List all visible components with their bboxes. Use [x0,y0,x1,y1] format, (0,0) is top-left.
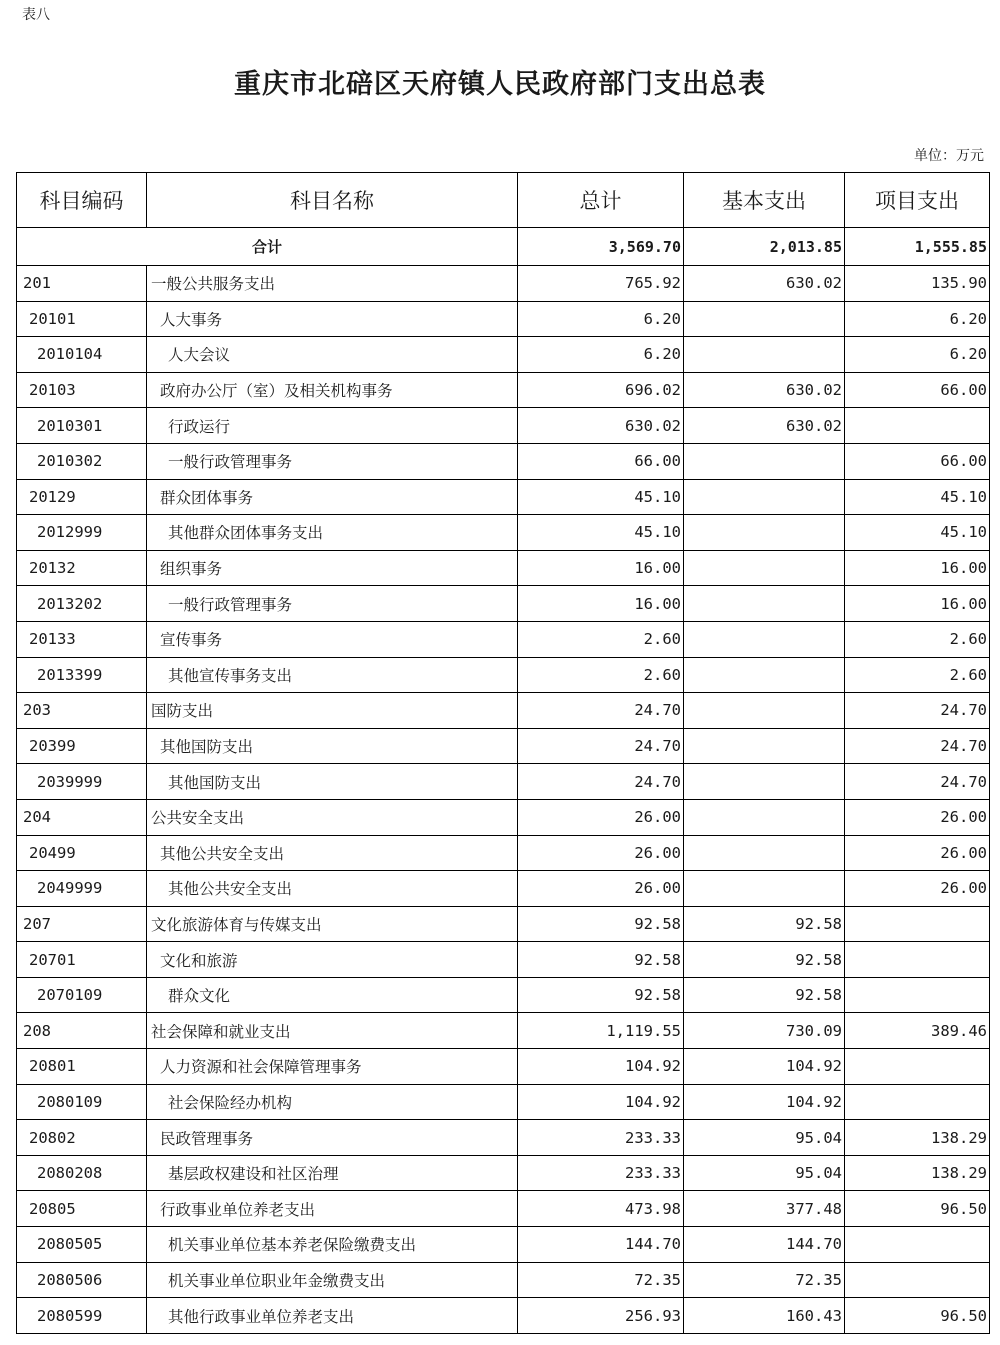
row-code: 20801 [17,1049,147,1085]
table-row [17,1084,990,1120]
row-total: 26.00 [518,835,684,871]
row-name: 人力资源和社会保障管理事务 [147,1049,518,1085]
row-project: 24.70 [845,764,990,800]
table-row [17,1227,990,1263]
row-project: 26.00 [845,871,990,907]
row-name: 文化和旅游 [147,942,518,978]
row-name: 公共安全支出 [147,799,518,835]
table-row [17,479,990,515]
row-project: 16.00 [845,586,990,622]
row-basic: 630.02 [684,408,845,444]
table-row [17,621,990,657]
row-name: 其他国防支出 [147,764,518,800]
row-name: 机关事业单位职业年金缴费支出 [147,1262,518,1298]
row-total: 26.00 [518,799,684,835]
row-name: 国防支出 [147,693,518,729]
header-basic: 基本支出 [684,173,845,228]
row-name: 其他国防支出 [147,728,518,764]
row-name: 行政事业单位养老支出 [147,1191,518,1227]
row-code: 2080506 [17,1262,147,1298]
table-row [17,586,990,622]
table-row [17,1155,990,1191]
row-project: 66.00 [845,372,990,408]
row-basic [684,835,845,871]
row-basic: 144.70 [684,1227,845,1263]
row-basic: 72.35 [684,1262,845,1298]
row-name: 基层政权建设和社区治理 [147,1155,518,1191]
total-basic: 2,013.85 [684,228,845,266]
row-project: 45.10 [845,479,990,515]
row-project: 24.70 [845,728,990,764]
table-row [17,693,990,729]
table-row [17,443,990,479]
row-project: 6.20 [845,337,990,373]
row-code: 20133 [17,621,147,657]
row-code: 20399 [17,728,147,764]
row-total: 24.70 [518,728,684,764]
row-total: 92.58 [518,942,684,978]
row-name: 人大事务 [147,301,518,337]
row-code: 2013399 [17,657,147,693]
row-project [845,1049,990,1085]
row-project [845,1262,990,1298]
row-total: 24.70 [518,693,684,729]
row-basic: 92.58 [684,977,845,1013]
row-code: 2010301 [17,408,147,444]
row-code: 2010104 [17,337,147,373]
row-name: 一般公共服务支出 [147,266,518,302]
table-row [17,1120,990,1156]
row-name: 其他行政事业单位养老支出 [147,1298,518,1334]
row-total: 72.35 [518,1262,684,1298]
row-total: 473.98 [518,1191,684,1227]
row-total: 66.00 [518,443,684,479]
row-basic [684,550,845,586]
row-basic: 92.58 [684,942,845,978]
row-code: 2049999 [17,871,147,907]
expenditure-table [16,172,990,1334]
row-project [845,408,990,444]
table-row [17,728,990,764]
row-total: 16.00 [518,586,684,622]
row-basic: 95.04 [684,1155,845,1191]
row-total: 26.00 [518,871,684,907]
table-row [17,871,990,907]
row-basic [684,515,845,551]
total-row [17,228,990,266]
table-row [17,1013,990,1049]
row-code: 201 [17,266,147,302]
row-code: 20802 [17,1120,147,1156]
row-project: 96.50 [845,1298,990,1334]
table-row [17,906,990,942]
row-total: 92.58 [518,977,684,1013]
row-name: 行政运行 [147,408,518,444]
row-project [845,906,990,942]
row-name: 机关事业单位基本养老保险缴费支出 [147,1227,518,1263]
table-row [17,266,990,302]
table-row [17,1262,990,1298]
header-total: 总计 [518,173,684,228]
row-basic: 730.09 [684,1013,845,1049]
row-name: 组织事务 [147,550,518,586]
row-name: 其他群众团体事务支出 [147,515,518,551]
page-title: 重庆市北碚区天府镇人民政府部门支出总表 [234,69,766,100]
row-total: 630.02 [518,408,684,444]
row-basic [684,337,845,373]
row-basic [684,693,845,729]
row-basic: 630.02 [684,266,845,302]
row-code: 20129 [17,479,147,515]
row-code: 20701 [17,942,147,978]
table-row [17,764,990,800]
table-row [17,1191,990,1227]
row-basic: 92.58 [684,906,845,942]
row-total: 765.92 [518,266,684,302]
row-project: 26.00 [845,799,990,835]
row-project: 24.70 [845,693,990,729]
row-total: 6.20 [518,301,684,337]
row-code: 207 [17,906,147,942]
table-row [17,372,990,408]
row-basic [684,871,845,907]
row-basic [684,586,845,622]
row-name: 社会保障和就业支出 [147,1013,518,1049]
row-code: 20101 [17,301,147,337]
table-row [17,799,990,835]
row-code: 208 [17,1013,147,1049]
row-total: 233.33 [518,1120,684,1156]
row-basic: 95.04 [684,1120,845,1156]
row-total: 45.10 [518,515,684,551]
row-name: 其他公共安全支出 [147,835,518,871]
row-name: 其他宣传事务支出 [147,657,518,693]
table-row [17,301,990,337]
row-total: 16.00 [518,550,684,586]
row-code: 204 [17,799,147,835]
table-row [17,515,990,551]
row-project: 138.29 [845,1120,990,1156]
row-basic: 377.48 [684,1191,845,1227]
row-total: 256.93 [518,1298,684,1334]
row-total: 104.92 [518,1084,684,1120]
row-total: 1,119.55 [518,1013,684,1049]
row-name: 人大会议 [147,337,518,373]
row-project [845,1227,990,1263]
row-basic [684,621,845,657]
row-basic: 104.92 [684,1049,845,1085]
row-project: 66.00 [845,443,990,479]
row-project: 26.00 [845,835,990,871]
row-basic [684,479,845,515]
row-name: 群众团体事务 [147,479,518,515]
total-label: 合计 [17,228,518,266]
row-basic [684,728,845,764]
row-total: 144.70 [518,1227,684,1263]
row-total: 24.70 [518,764,684,800]
row-name: 其他公共安全支出 [147,871,518,907]
row-name: 社会保险经办机构 [147,1084,518,1120]
row-basic: 160.43 [684,1298,845,1334]
table-row [17,408,990,444]
row-code: 2010302 [17,443,147,479]
row-project [845,942,990,978]
table-row [17,977,990,1013]
row-name: 宣传事务 [147,621,518,657]
total-sum: 3,569.70 [518,228,684,266]
row-name: 文化旅游体育与传媒支出 [147,906,518,942]
row-total: 2.60 [518,621,684,657]
table-row [17,942,990,978]
row-total: 696.02 [518,372,684,408]
row-project: 96.50 [845,1191,990,1227]
row-code: 2012999 [17,515,147,551]
table-row [17,1049,990,1085]
table-row [17,657,990,693]
row-project: 2.60 [845,657,990,693]
unit-label: 单位：万元 [914,148,984,164]
row-code: 2013202 [17,586,147,622]
row-total: 6.20 [518,337,684,373]
row-project: 2.60 [845,621,990,657]
row-total: 233.33 [518,1155,684,1191]
row-code: 20132 [17,550,147,586]
row-name: 一般行政管理事务 [147,586,518,622]
row-basic [684,657,845,693]
row-code: 2039999 [17,764,147,800]
table-row [17,550,990,586]
row-project: 16.00 [845,550,990,586]
table-header-row [17,173,990,228]
table-row [17,835,990,871]
row-project: 45.10 [845,515,990,551]
row-code: 2080505 [17,1227,147,1263]
row-basic [684,301,845,337]
row-code: 2080599 [17,1298,147,1334]
row-basic: 630.02 [684,372,845,408]
row-total: 92.58 [518,906,684,942]
row-basic: 104.92 [684,1084,845,1120]
row-code: 2080208 [17,1155,147,1191]
row-project: 6.20 [845,301,990,337]
row-name: 一般行政管理事务 [147,443,518,479]
row-basic [684,799,845,835]
row-name: 民政管理事务 [147,1120,518,1156]
header-name: 科目名称 [147,173,518,228]
row-total: 2.60 [518,657,684,693]
row-basic [684,764,845,800]
row-code: 203 [17,693,147,729]
row-basic [684,443,845,479]
row-project: 138.29 [845,1155,990,1191]
table-number-label: 表八 [22,7,50,23]
row-name: 政府办公厅（室）及相关机构事务 [147,372,518,408]
row-code: 2080109 [17,1084,147,1120]
table-row [17,337,990,373]
row-name: 群众文化 [147,977,518,1013]
row-project [845,1084,990,1120]
row-total: 104.92 [518,1049,684,1085]
header-project: 项目支出 [845,173,990,228]
row-code: 20103 [17,372,147,408]
row-code: 20805 [17,1191,147,1227]
row-project: 135.90 [845,266,990,302]
table-row [17,1298,990,1334]
row-total: 45.10 [518,479,684,515]
row-project: 389.46 [845,1013,990,1049]
row-code: 20499 [17,835,147,871]
row-project [845,977,990,1013]
row-code: 2070109 [17,977,147,1013]
header-code: 科目编码 [17,173,147,228]
total-project: 1,555.85 [845,228,990,266]
